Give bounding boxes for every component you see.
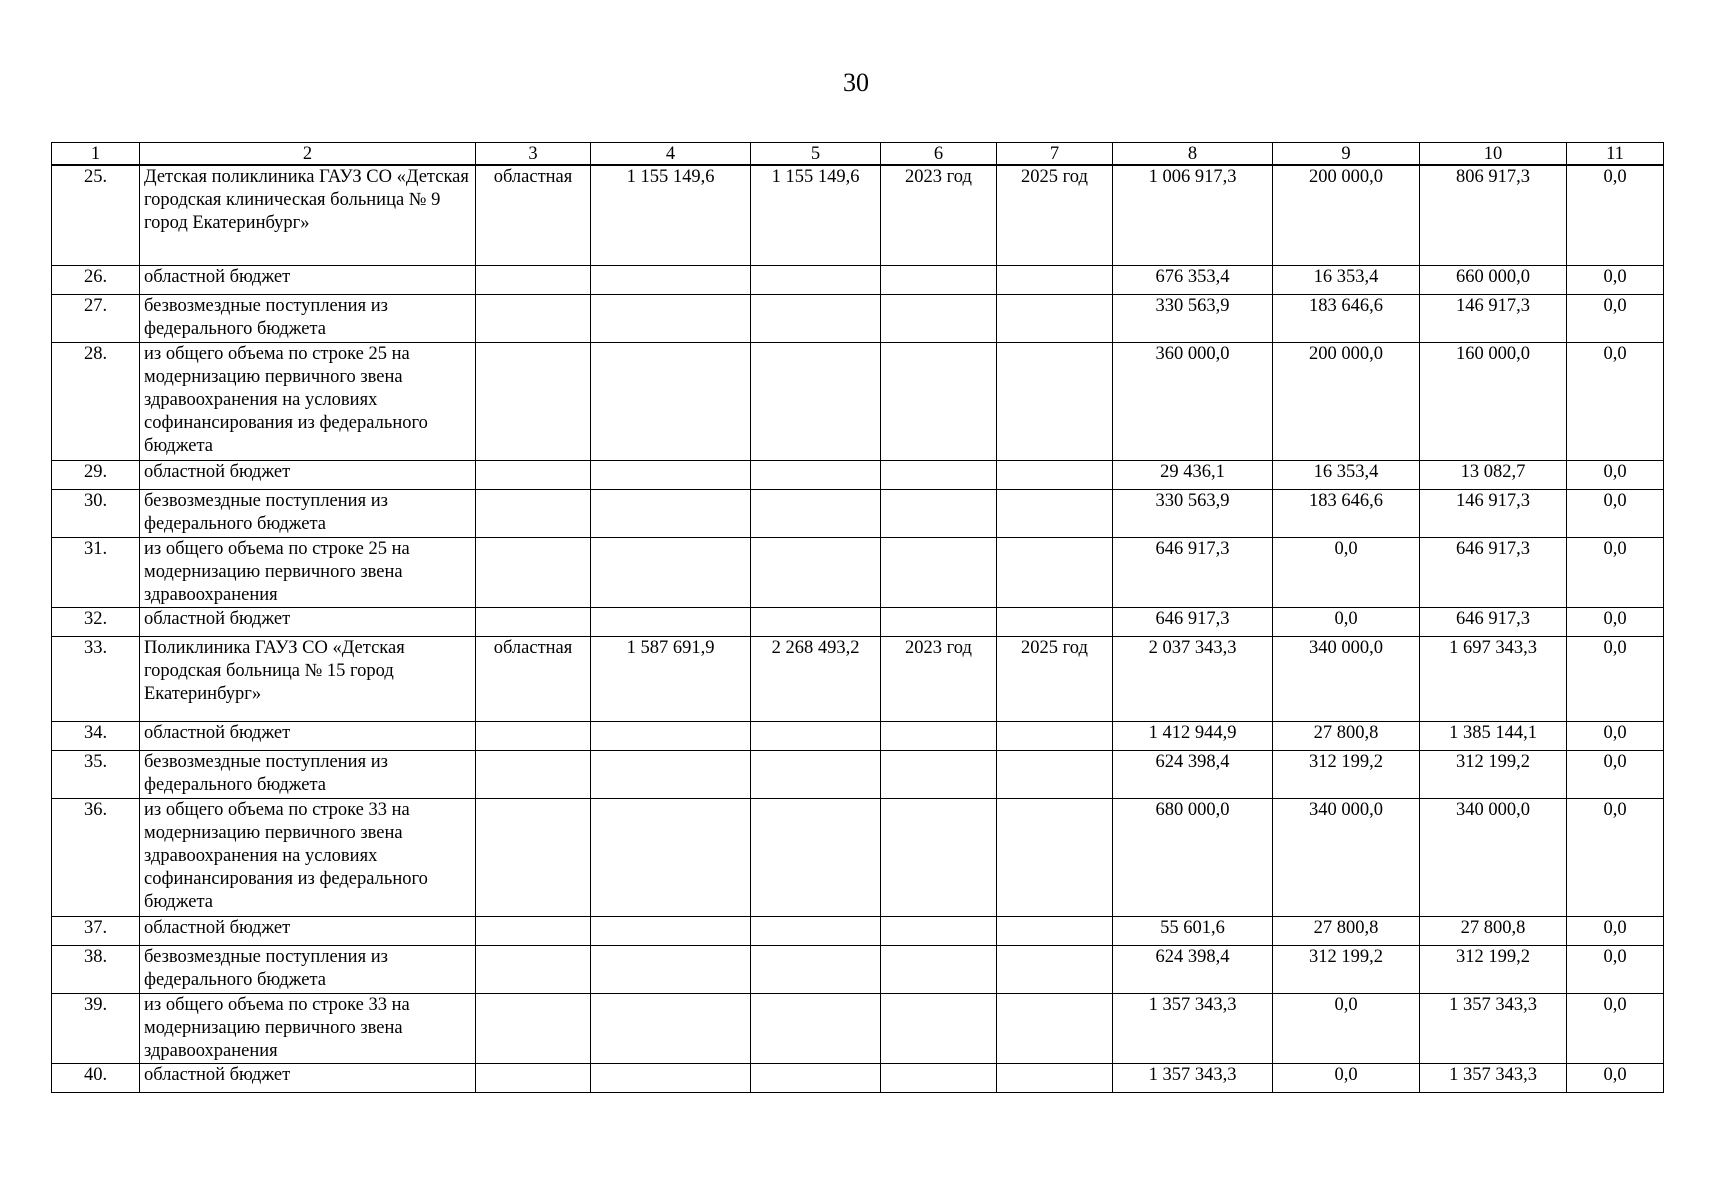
end-year-cell <box>997 607 1113 636</box>
col5-value-cell <box>751 342 881 460</box>
table-row <box>52 489 1664 537</box>
level-cell <box>476 993 591 1063</box>
row-number-cell: 39. <box>52 993 140 1063</box>
col8-value-cell: 55 601,6 <box>1113 916 1273 945</box>
col4-value-cell <box>591 945 751 993</box>
col8-value-cell: 2 037 343,3 <box>1113 636 1273 721</box>
col9-value-cell: 16 353,4 <box>1273 265 1420 294</box>
col10-value-cell: 146 917,3 <box>1420 489 1567 537</box>
col8-value-cell: 360 000,0 <box>1113 342 1273 460</box>
start-year-cell <box>881 993 997 1063</box>
row-name-cell: из общего объема по строке 33 на модернизацию первичного звена здравоохранения на условиях софинансирования из федерального бюджета <box>140 798 476 916</box>
col8-value-cell: 1 357 343,3 <box>1113 993 1273 1063</box>
end-year-cell <box>997 489 1113 537</box>
table-body <box>52 165 1664 1092</box>
header-cell-4: 4 <box>591 143 751 166</box>
level-cell: областная <box>476 165 591 265</box>
col4-value-cell: 1 587 691,9 <box>591 636 751 721</box>
col4-value-cell <box>591 916 751 945</box>
table-row <box>52 636 1664 721</box>
row-number-cell: 36. <box>52 798 140 916</box>
start-year-cell <box>881 945 997 993</box>
col9-value-cell: 200 000,0 <box>1273 165 1420 265</box>
start-year-cell: 2023 год <box>881 636 997 721</box>
col8-value-cell: 646 917,3 <box>1113 537 1273 607</box>
row-name-cell: областной бюджет <box>140 916 476 945</box>
level-cell <box>476 489 591 537</box>
row-name-cell: безвозмездные поступления из федерального бюджета <box>140 945 476 993</box>
row-number-cell: 28. <box>52 342 140 460</box>
col4-value-cell <box>591 993 751 1063</box>
header-cell-5: 5 <box>751 143 881 166</box>
col10-value-cell: 160 000,0 <box>1420 342 1567 460</box>
header-cell-7: 7 <box>997 143 1113 166</box>
level-cell <box>476 265 591 294</box>
col8-value-cell: 1 006 917,3 <box>1113 165 1273 265</box>
col11-value-cell: 0,0 <box>1567 460 1664 489</box>
table-row <box>52 537 1664 607</box>
row-number-cell: 30. <box>52 489 140 537</box>
col4-value-cell <box>591 294 751 342</box>
col5-value-cell <box>751 537 881 607</box>
start-year-cell <box>881 916 997 945</box>
col10-value-cell: 312 199,2 <box>1420 945 1567 993</box>
col10-value-cell: 340 000,0 <box>1420 798 1567 916</box>
row-name-cell: Поликлиника ГАУЗ СО «Детская городская больница № 15 город Екатеринбург» <box>140 636 476 721</box>
row-number-cell: 33. <box>52 636 140 721</box>
row-number-cell: 40. <box>52 1063 140 1092</box>
col11-value-cell: 0,0 <box>1567 489 1664 537</box>
table-row <box>52 607 1664 636</box>
col8-value-cell: 680 000,0 <box>1113 798 1273 916</box>
col9-value-cell: 27 800,8 <box>1273 721 1420 750</box>
col11-value-cell: 0,0 <box>1567 993 1664 1063</box>
start-year-cell <box>881 460 997 489</box>
header-cell-8: 8 <box>1113 143 1273 166</box>
end-year-cell <box>997 537 1113 607</box>
start-year-cell <box>881 607 997 636</box>
col8-value-cell: 676 353,4 <box>1113 265 1273 294</box>
row-name-cell: безвозмездные поступления из федерального бюджета <box>140 294 476 342</box>
row-name-cell: областной бюджет <box>140 265 476 294</box>
table-row <box>52 916 1664 945</box>
table-row <box>52 721 1664 750</box>
col9-value-cell: 0,0 <box>1273 993 1420 1063</box>
col10-value-cell: 1 357 343,3 <box>1420 993 1567 1063</box>
col8-value-cell: 624 398,4 <box>1113 945 1273 993</box>
col9-value-cell: 27 800,8 <box>1273 916 1420 945</box>
col10-value-cell: 646 917,3 <box>1420 607 1567 636</box>
end-year-cell: 2025 год <box>997 636 1113 721</box>
col5-value-cell <box>751 489 881 537</box>
col11-value-cell: 0,0 <box>1567 342 1664 460</box>
start-year-cell <box>881 342 997 460</box>
col4-value-cell <box>591 1063 751 1092</box>
table-row <box>52 342 1664 460</box>
col10-value-cell: 1 357 343,3 <box>1420 1063 1567 1092</box>
table-row <box>52 294 1664 342</box>
header-cell-3: 3 <box>476 143 591 166</box>
row-name-cell: безвозмездные поступления из федерального бюджета <box>140 750 476 798</box>
col4-value-cell <box>591 750 751 798</box>
header-cell-10: 10 <box>1420 143 1567 166</box>
row-name-cell: областной бюджет <box>140 721 476 750</box>
end-year-cell <box>997 342 1113 460</box>
col11-value-cell: 0,0 <box>1567 721 1664 750</box>
col4-value-cell <box>591 798 751 916</box>
header-row <box>52 143 1664 166</box>
col11-value-cell: 0,0 <box>1567 265 1664 294</box>
col11-value-cell: 0,0 <box>1567 750 1664 798</box>
row-name-cell: Детская поликлиника ГАУЗ СО «Детская городская клиническая больница № 9 город Екатеринбург» <box>140 165 476 265</box>
table-row <box>52 1063 1664 1092</box>
col4-value-cell <box>591 342 751 460</box>
col9-value-cell: 0,0 <box>1273 537 1420 607</box>
level-cell <box>476 945 591 993</box>
row-number-cell: 26. <box>52 265 140 294</box>
end-year-cell <box>997 721 1113 750</box>
row-number-cell: 29. <box>52 460 140 489</box>
col5-value-cell <box>751 607 881 636</box>
col9-value-cell: 16 353,4 <box>1273 460 1420 489</box>
col5-value-cell <box>751 993 881 1063</box>
level-cell <box>476 294 591 342</box>
col4-value-cell <box>591 721 751 750</box>
col11-value-cell: 0,0 <box>1567 607 1664 636</box>
table-row <box>52 165 1664 265</box>
start-year-cell <box>881 489 997 537</box>
table-row <box>52 460 1664 489</box>
col5-value-cell <box>751 798 881 916</box>
col10-value-cell: 312 199,2 <box>1420 750 1567 798</box>
col5-value-cell: 1 155 149,6 <box>751 165 881 265</box>
table-header <box>52 143 1664 166</box>
level-cell <box>476 721 591 750</box>
col11-value-cell: 0,0 <box>1567 636 1664 721</box>
col5-value-cell <box>751 721 881 750</box>
col11-value-cell: 0,0 <box>1567 945 1664 993</box>
col9-value-cell: 0,0 <box>1273 607 1420 636</box>
col10-value-cell: 646 917,3 <box>1420 537 1567 607</box>
end-year-cell <box>997 945 1113 993</box>
row-name-cell: областной бюджет <box>140 1063 476 1092</box>
col8-value-cell: 1 412 944,9 <box>1113 721 1273 750</box>
header-cell-1: 1 <box>52 143 140 166</box>
start-year-cell <box>881 265 997 294</box>
level-cell <box>476 750 591 798</box>
col8-value-cell: 624 398,4 <box>1113 750 1273 798</box>
col10-value-cell: 660 000,0 <box>1420 265 1567 294</box>
level-cell <box>476 1063 591 1092</box>
col11-value-cell: 0,0 <box>1567 537 1664 607</box>
col11-value-cell: 0,0 <box>1567 294 1664 342</box>
col8-value-cell: 330 563,9 <box>1113 294 1273 342</box>
header-cell-9: 9 <box>1273 143 1420 166</box>
col9-value-cell: 340 000,0 <box>1273 636 1420 721</box>
col10-value-cell: 1 385 144,1 <box>1420 721 1567 750</box>
level-cell <box>476 607 591 636</box>
table-row <box>52 993 1664 1063</box>
row-name-cell: безвозмездные поступления из федерального бюджета <box>140 489 476 537</box>
row-number-cell: 27. <box>52 294 140 342</box>
col9-value-cell: 0,0 <box>1273 1063 1420 1092</box>
page-number: 30 <box>843 68 869 97</box>
col5-value-cell <box>751 945 881 993</box>
end-year-cell <box>997 294 1113 342</box>
col10-value-cell: 806 917,3 <box>1420 165 1567 265</box>
table-row <box>52 750 1664 798</box>
col8-value-cell: 330 563,9 <box>1113 489 1273 537</box>
end-year-cell <box>997 993 1113 1063</box>
col5-value-cell: 2 268 493,2 <box>751 636 881 721</box>
col4-value-cell <box>591 607 751 636</box>
end-year-cell <box>997 1063 1113 1092</box>
start-year-cell <box>881 537 997 607</box>
col9-value-cell: 340 000,0 <box>1273 798 1420 916</box>
budget-table <box>51 142 1664 1093</box>
col5-value-cell <box>751 750 881 798</box>
end-year-cell: 2025 год <box>997 165 1113 265</box>
col4-value-cell <box>591 489 751 537</box>
row-name-cell: областной бюджет <box>140 460 476 489</box>
row-number-cell: 32. <box>52 607 140 636</box>
end-year-cell <box>997 265 1113 294</box>
col8-value-cell: 29 436,1 <box>1113 460 1273 489</box>
col11-value-cell: 0,0 <box>1567 1063 1664 1092</box>
col11-value-cell: 0,0 <box>1567 798 1664 916</box>
col9-value-cell: 200 000,0 <box>1273 342 1420 460</box>
col8-value-cell: 1 357 343,3 <box>1113 1063 1273 1092</box>
col4-value-cell <box>591 460 751 489</box>
col9-value-cell: 183 646,6 <box>1273 294 1420 342</box>
header-cell-6: 6 <box>881 143 997 166</box>
end-year-cell <box>997 460 1113 489</box>
end-year-cell <box>997 916 1113 945</box>
col9-value-cell: 312 199,2 <box>1273 945 1420 993</box>
table-row <box>52 798 1664 916</box>
row-number-cell: 31. <box>52 537 140 607</box>
row-number-cell: 37. <box>52 916 140 945</box>
row-name-cell: из общего объема по строке 25 на модернизацию первичного звена здравоохранения на условиях софинансирования из федерального бюджета <box>140 342 476 460</box>
col10-value-cell: 13 082,7 <box>1420 460 1567 489</box>
start-year-cell: 2023 год <box>881 165 997 265</box>
table-row <box>52 265 1664 294</box>
end-year-cell <box>997 798 1113 916</box>
col11-value-cell: 0,0 <box>1567 165 1664 265</box>
col5-value-cell <box>751 294 881 342</box>
col8-value-cell: 646 917,3 <box>1113 607 1273 636</box>
row-number-cell: 35. <box>52 750 140 798</box>
header-cell-11: 11 <box>1567 143 1664 166</box>
col9-value-cell: 312 199,2 <box>1273 750 1420 798</box>
col4-value-cell <box>591 537 751 607</box>
col5-value-cell <box>751 1063 881 1092</box>
level-cell <box>476 916 591 945</box>
table-row <box>52 945 1664 993</box>
col5-value-cell <box>751 460 881 489</box>
col4-value-cell: 1 155 149,6 <box>591 165 751 265</box>
start-year-cell <box>881 750 997 798</box>
row-name-cell: из общего объема по строке 33 на модернизацию первичного звена здравоохранения <box>140 993 476 1063</box>
start-year-cell <box>881 798 997 916</box>
start-year-cell <box>881 1063 997 1092</box>
level-cell: областная <box>476 636 591 721</box>
level-cell <box>476 342 591 460</box>
level-cell <box>476 460 591 489</box>
start-year-cell <box>881 721 997 750</box>
header-cell-2: 2 <box>140 143 476 166</box>
col4-value-cell <box>591 265 751 294</box>
col10-value-cell: 146 917,3 <box>1420 294 1567 342</box>
end-year-cell <box>997 750 1113 798</box>
col5-value-cell <box>751 265 881 294</box>
start-year-cell <box>881 294 997 342</box>
col10-value-cell: 1 697 343,3 <box>1420 636 1567 721</box>
col5-value-cell <box>751 916 881 945</box>
row-number-cell: 38. <box>52 945 140 993</box>
level-cell <box>476 537 591 607</box>
col10-value-cell: 27 800,8 <box>1420 916 1567 945</box>
row-name-cell: из общего объема по строке 25 на модернизацию первичного звена здравоохранения <box>140 537 476 607</box>
row-number-cell: 34. <box>52 721 140 750</box>
col11-value-cell: 0,0 <box>1567 916 1664 945</box>
level-cell <box>476 798 591 916</box>
row-name-cell: областной бюджет <box>140 607 476 636</box>
col9-value-cell: 183 646,6 <box>1273 489 1420 537</box>
row-number-cell: 25. <box>52 165 140 265</box>
